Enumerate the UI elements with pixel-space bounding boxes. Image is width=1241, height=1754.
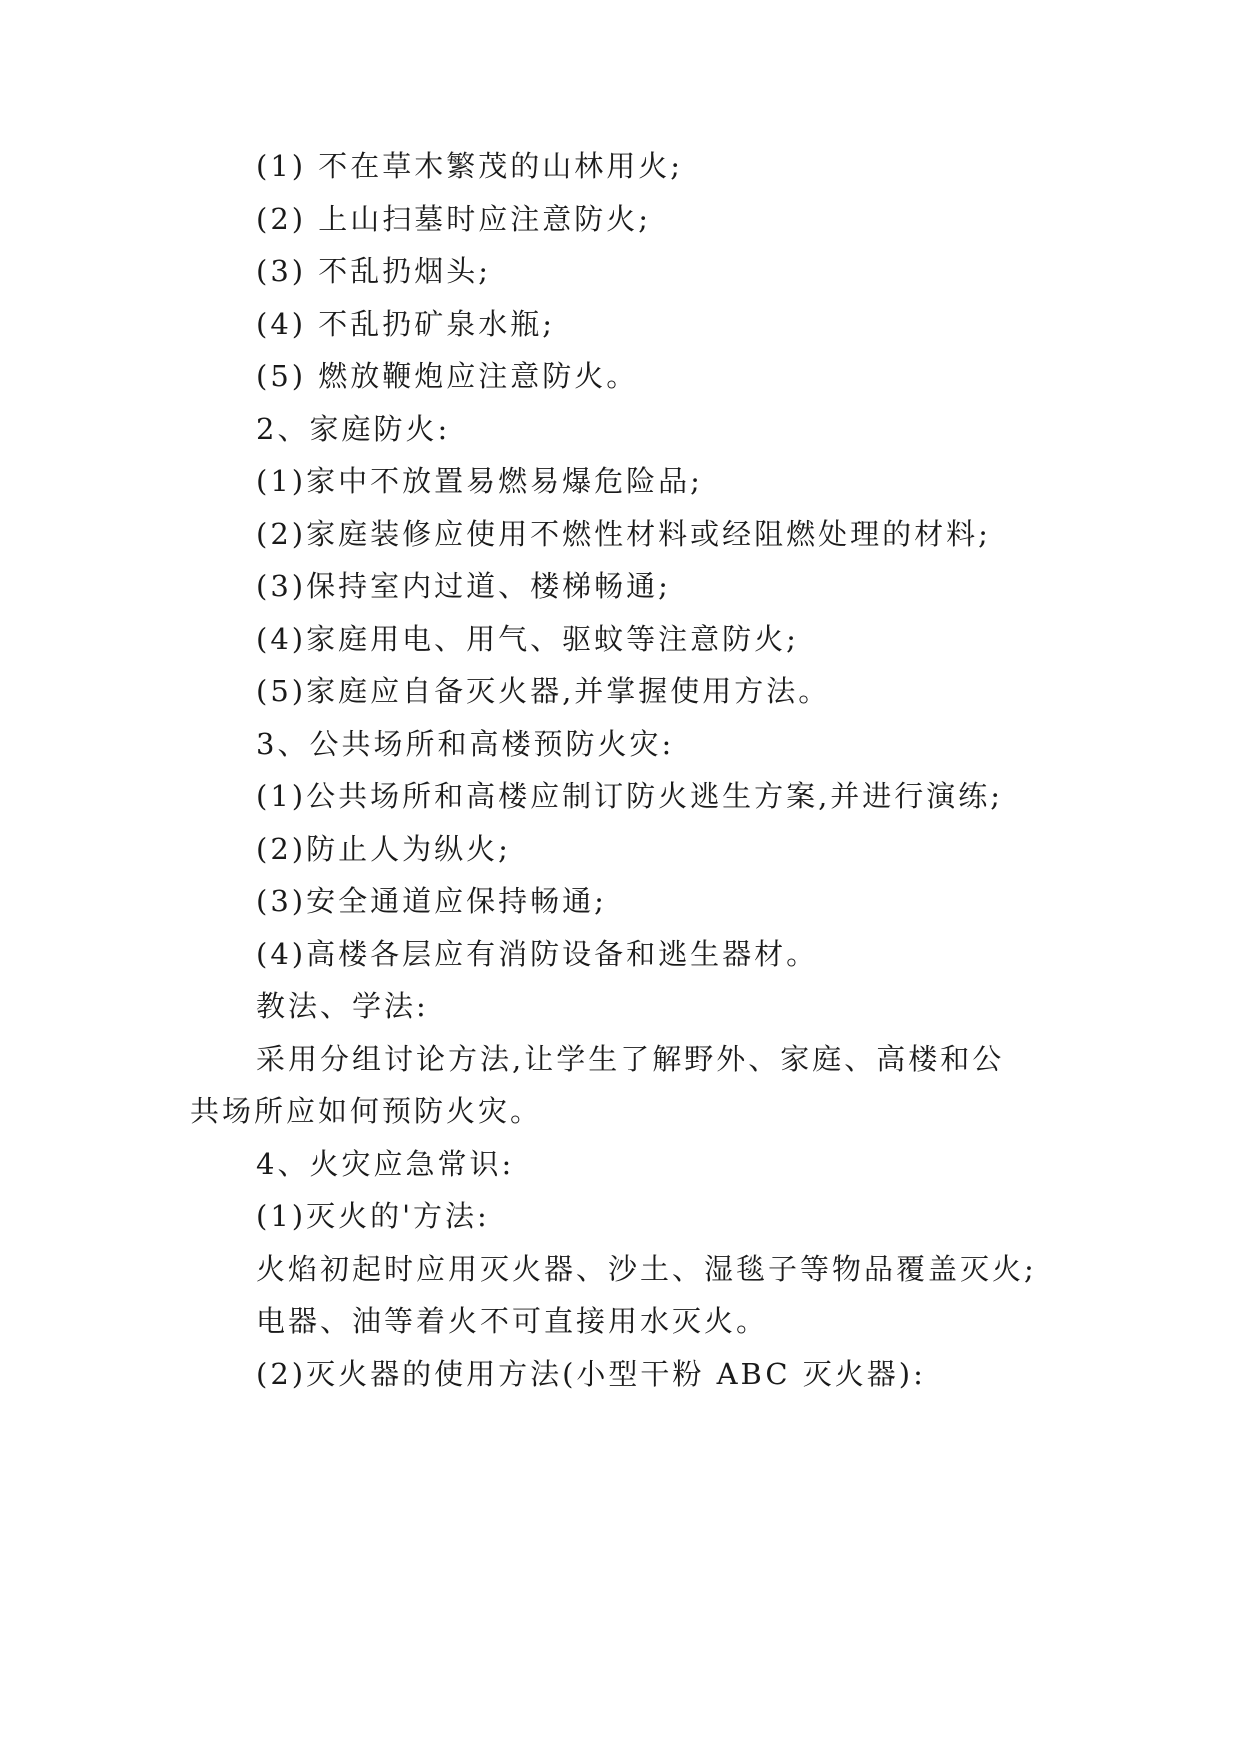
text-line: 采用分组讨论方法,让学生了解野外、家庭、高楼和公: [256, 1042, 1005, 1076]
text-line: (1)公共场所和高楼应制订防火逃生方案,并进行演练;: [256, 779, 1004, 813]
text-line: (2)防止人为纵火;: [256, 832, 511, 866]
text-line: (4)家庭用电、用气、驱蚊等注意防火;: [256, 622, 799, 656]
text-line: 2、家庭防火:: [256, 412, 451, 446]
text-line: (1) 不在草木繁茂的山林用火;: [256, 149, 684, 183]
text-line: (2)灭火器的使用方法(小型干粉 ABC 灭火器):: [256, 1357, 926, 1391]
text-line: (3)保持室内过道、楼梯畅通;: [256, 569, 671, 603]
text-line: 4、火灾应急常识:: [256, 1147, 515, 1181]
text-line: 教法、学法:: [256, 989, 429, 1023]
text-line: 3、公共场所和高楼预防火灾:: [256, 727, 675, 761]
text-line: (1)灭火的'方法:: [256, 1199, 490, 1233]
text-line: (3)安全通道应保持畅通;: [256, 884, 607, 918]
text-line: (2)家庭装修应使用不燃性材料或经阻燃处理的材料;: [256, 517, 991, 551]
text-line: 电器、油等着火不可直接用水灭火。: [256, 1304, 769, 1338]
text-line: (4) 不乱扔矿泉水瓶;: [256, 307, 556, 341]
text-line: (2) 上山扫墓时应注意防火;: [256, 202, 652, 236]
text-line: (3) 不乱扔烟头;: [256, 254, 492, 288]
text-line: (1)家中不放置易燃易爆危险品;: [256, 464, 703, 498]
text-line: 共场所应如何预防火灾。: [190, 1094, 543, 1128]
text-line: 火焰初起时应用灭火器、沙土、湿毯子等物品覆盖灭火;: [256, 1252, 1037, 1286]
text-line: (5) 燃放鞭炮应注意防火。: [256, 359, 639, 393]
text-line: (5)家庭应自备灭火器,并掌握使用方法。: [256, 674, 831, 708]
text-line: (4)高楼各层应有消防设备和逃生器材。: [256, 937, 819, 971]
